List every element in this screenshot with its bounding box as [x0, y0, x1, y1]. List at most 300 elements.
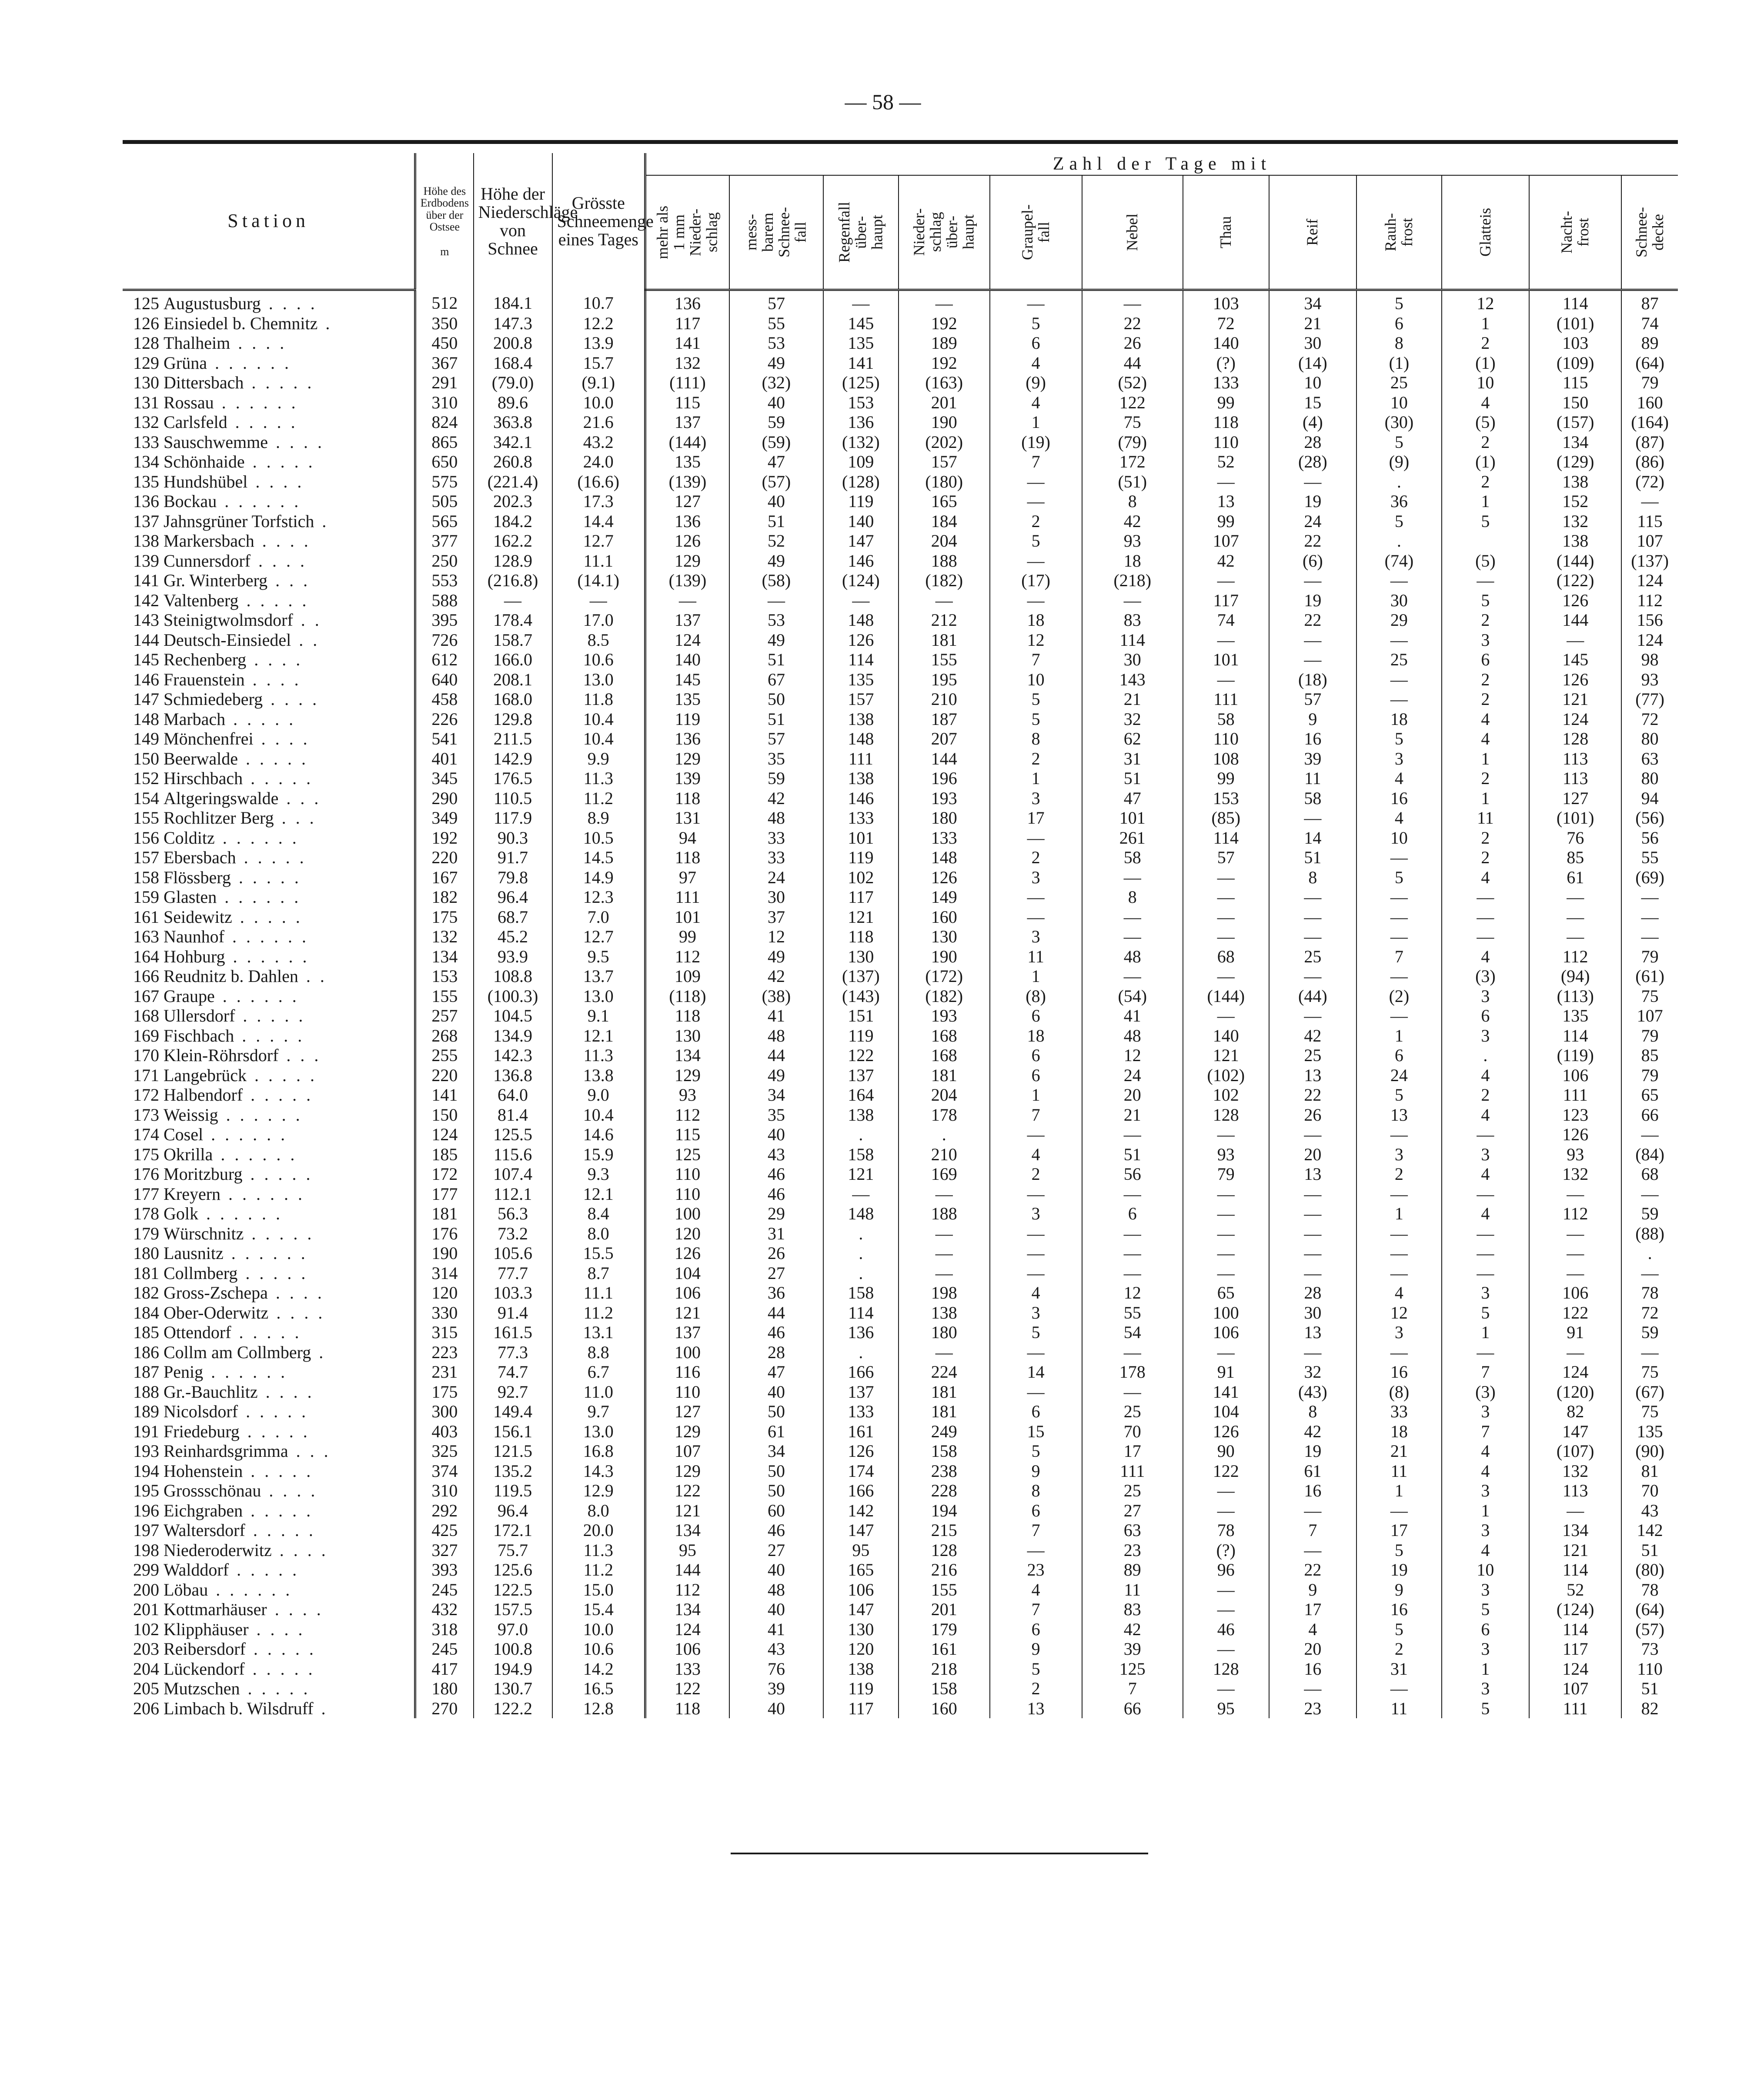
- table-cell: 51: [729, 709, 823, 729]
- table-cell: —: [1442, 1263, 1530, 1283]
- table-cell: 153: [415, 966, 474, 986]
- table-cell: 25: [1356, 650, 1441, 670]
- table-cell: (5): [1442, 412, 1530, 432]
- station-name: Collmberg: [164, 1263, 238, 1283]
- table-cell: 17.3: [552, 491, 645, 511]
- table-cell: 106: [645, 1283, 729, 1303]
- station-number: 130: [133, 373, 159, 392]
- table-cell: —: [1269, 1125, 1357, 1145]
- table-cell: 12: [1356, 1303, 1441, 1323]
- table-cell: 12.9: [552, 1481, 645, 1501]
- table-cell: 136: [823, 412, 899, 432]
- table-cell: [1442, 531, 1530, 551]
- table-cell: 3: [990, 1303, 1082, 1323]
- table-cell: 450: [415, 333, 474, 353]
- table-cell: 139: [645, 768, 729, 788]
- table-cell: 417: [415, 1659, 474, 1679]
- leader-dots: . . . .: [258, 551, 307, 571]
- table-cell: 28: [1269, 432, 1357, 452]
- table-cell: (5): [1442, 551, 1530, 571]
- table-cell: 31: [1356, 1659, 1441, 1679]
- table-cell: 152: [1529, 491, 1621, 511]
- table-cell: 16.8: [552, 1441, 645, 1461]
- header-day-col: [729, 175, 823, 290]
- table-cell: 87: [1621, 290, 1678, 314]
- table-cell: 126: [645, 531, 729, 551]
- table-cell: 5: [1356, 1540, 1441, 1560]
- table-cell: 4: [1442, 1461, 1530, 1481]
- station-number: 204: [133, 1659, 159, 1679]
- table-cell: 48: [1082, 947, 1183, 967]
- table-cell: 185: [415, 1145, 474, 1165]
- table-cell: (107): [1529, 1441, 1621, 1461]
- station-name: Thalheim: [164, 333, 231, 353]
- table-cell: (84): [1621, 1145, 1678, 1165]
- table-cell: —: [1529, 1501, 1621, 1521]
- table-cell: 2: [1442, 432, 1530, 452]
- table-cell: 44: [1082, 353, 1183, 373]
- table-cell: 26: [1269, 1105, 1357, 1125]
- table-cell: 6: [990, 1045, 1082, 1065]
- table-cell: 34: [729, 1085, 823, 1105]
- station-cell: [123, 373, 415, 393]
- table-cell: 123: [1529, 1105, 1621, 1125]
- leader-dots: . . .: [286, 788, 321, 808]
- table-row: [123, 393, 1678, 413]
- table-cell: 124: [1529, 1659, 1621, 1679]
- table-cell: (119): [1529, 1045, 1621, 1065]
- table-cell: 3: [1442, 986, 1530, 1006]
- table-cell: (118): [645, 986, 729, 1006]
- table-cell: 121.5: [474, 1441, 552, 1461]
- table-cell: 193: [899, 1006, 990, 1026]
- table-cell: —: [990, 290, 1082, 314]
- table-cell: —: [1356, 689, 1441, 709]
- leader-dots: . . .: [275, 571, 311, 590]
- table-cell: 137: [645, 412, 729, 432]
- table-cell: —: [1183, 1580, 1269, 1600]
- table-cell: —: [1356, 670, 1441, 690]
- table-cell: 5: [1356, 1085, 1441, 1105]
- table-cell: 115: [645, 1125, 729, 1145]
- table-cell: 25: [1356, 373, 1441, 393]
- header-day-col: [1529, 175, 1621, 290]
- table-cell: 43: [729, 1639, 823, 1659]
- table-row: [123, 848, 1678, 868]
- table-row: [123, 333, 1678, 353]
- table-cell: —: [1082, 1125, 1183, 1145]
- table-cell: 6: [990, 1006, 1082, 1026]
- table-cell: —: [552, 591, 645, 611]
- station-cell: [123, 650, 415, 670]
- table-cell: 42: [1269, 1422, 1357, 1442]
- table-cell: —: [1082, 927, 1183, 947]
- station-cell: [123, 887, 415, 907]
- table-cell: 118: [645, 788, 729, 808]
- table-cell: 118: [645, 848, 729, 868]
- leader-dots: . . . . . .: [216, 1579, 293, 1599]
- table-cell: 20.0: [552, 1520, 645, 1540]
- table-cell: 68: [1183, 947, 1269, 967]
- table-cell: 11.2: [552, 1303, 645, 1323]
- table-cell: 342.1: [474, 432, 552, 452]
- header-day-col-label: Graupel- fall: [1018, 204, 1052, 260]
- table-cell: 58: [1082, 848, 1183, 868]
- table-cell: 116: [645, 1362, 729, 1382]
- table-cell: 22: [1082, 314, 1183, 334]
- table-row: [123, 768, 1678, 788]
- table-cell: (61): [1621, 966, 1678, 986]
- table-row: [123, 1026, 1678, 1046]
- table-cell: (129): [1529, 452, 1621, 472]
- station-number: 177: [133, 1184, 159, 1204]
- station-name: Kreyern: [164, 1184, 221, 1204]
- table-cell: 10.4: [552, 729, 645, 749]
- leader-dots: . . . .: [265, 1382, 314, 1402]
- table-cell: 33: [1356, 1402, 1441, 1422]
- table-cell: 129.8: [474, 709, 552, 729]
- table-cell: 2: [990, 1679, 1082, 1699]
- table-cell: 15: [1269, 393, 1357, 413]
- table-cell: 11.1: [552, 551, 645, 571]
- table-row: [123, 670, 1678, 690]
- table-cell: 134: [645, 1520, 729, 1540]
- table-cell: 204: [899, 1085, 990, 1105]
- table-cell: 5: [990, 689, 1082, 709]
- station-cell: [123, 1620, 415, 1640]
- table-cell: —: [474, 591, 552, 611]
- table-cell: 148: [823, 1204, 899, 1224]
- header-day-col: [1621, 175, 1678, 290]
- leader-dots: . . . . . .: [211, 1125, 288, 1144]
- leader-dots: . . .: [296, 1441, 331, 1461]
- table-cell: 111: [1529, 1699, 1621, 1719]
- table-cell: 61: [1529, 868, 1621, 888]
- table-cell: 122: [645, 1481, 729, 1501]
- station-cell: [123, 1639, 415, 1659]
- table-cell: (8): [990, 986, 1082, 1006]
- table-cell: 10: [1269, 373, 1357, 393]
- table-cell: —: [990, 1125, 1082, 1145]
- table-cell: 40: [729, 1125, 823, 1145]
- leader-dots: . . . . .: [251, 1223, 314, 1243]
- table-row: [123, 1322, 1678, 1342]
- header-day-col-label: Nebel: [1123, 214, 1141, 251]
- table-cell: 138: [823, 768, 899, 788]
- table-cell: (94): [1529, 966, 1621, 986]
- station-number: 174: [133, 1125, 159, 1144]
- table-cell: 61: [729, 1422, 823, 1442]
- station-name: Ebersbach: [164, 848, 236, 867]
- table-cell: 10.4: [552, 709, 645, 729]
- leader-dots: . . . . .: [239, 1322, 302, 1342]
- table-cell: —: [1183, 1125, 1269, 1145]
- station-number: 178: [133, 1204, 159, 1223]
- leader-dots: . . .: [281, 808, 317, 828]
- table-cell: —: [1621, 887, 1678, 907]
- table-cell: —: [1621, 1184, 1678, 1204]
- table-cell: 505: [415, 491, 474, 511]
- station-name: Hundshübel: [164, 471, 248, 491]
- table-cell: 9: [990, 1461, 1082, 1481]
- leader-dots: . . . .: [269, 1481, 318, 1500]
- table-row: [123, 511, 1678, 531]
- table-cell: 7: [1442, 1362, 1530, 1382]
- table-cell: —: [1529, 1342, 1621, 1362]
- table-cell: 43: [729, 1145, 823, 1165]
- table-cell: (57): [729, 472, 823, 492]
- table-cell: 5: [990, 531, 1082, 551]
- table-cell: 57: [729, 290, 823, 314]
- table-cell: 5: [1356, 868, 1441, 888]
- station-number: 182: [133, 1283, 159, 1302]
- table-cell: 83: [1082, 610, 1183, 630]
- table-cell: 82: [1529, 1402, 1621, 1422]
- leader-dots: . . . . .: [242, 1025, 305, 1045]
- table-cell: —: [990, 1540, 1082, 1560]
- station-number: 126: [133, 313, 159, 333]
- table-cell: —: [1442, 1125, 1530, 1145]
- table-cell: —: [1269, 1501, 1357, 1521]
- table-cell: 56: [1082, 1164, 1183, 1184]
- table-cell: 7: [990, 1520, 1082, 1540]
- table-cell: 52: [1183, 452, 1269, 472]
- table-cell: 4: [1442, 1164, 1530, 1184]
- table-cell: 40: [729, 393, 823, 413]
- table-cell: —: [1356, 927, 1441, 947]
- station-cell: [123, 333, 415, 353]
- table-row: [123, 1105, 1678, 1125]
- table-cell: —: [1356, 907, 1441, 927]
- table-cell: —: [823, 290, 899, 314]
- table-cell: 3: [1442, 1679, 1530, 1699]
- table-cell: 223: [415, 1342, 474, 1362]
- table-cell: 136: [823, 1322, 899, 1342]
- table-cell: 113: [1529, 749, 1621, 769]
- table-cell: 93: [1529, 1145, 1621, 1165]
- station-name: Nicolsdorf: [164, 1402, 238, 1421]
- table-cell: 824: [415, 412, 474, 432]
- table-cell: 11.0: [552, 1382, 645, 1402]
- table-cell: —: [990, 591, 1082, 611]
- table-cell: (74): [1356, 551, 1441, 571]
- table-cell: —: [1529, 1263, 1621, 1283]
- station-cell: [123, 907, 415, 927]
- table-cell: —: [1356, 571, 1441, 591]
- leader-dots: . . . . .: [245, 1263, 308, 1283]
- station-number: 137: [133, 511, 159, 531]
- leader-dots: . . . . . .: [233, 946, 310, 966]
- table-cell: 54: [1082, 1322, 1183, 1342]
- table-cell: 2: [1442, 848, 1530, 868]
- table-cell: 8.8: [552, 1342, 645, 1362]
- table-cell: 5: [990, 314, 1082, 334]
- table-cell: 135: [823, 670, 899, 690]
- station-cell: [123, 1125, 415, 1145]
- table-cell: (19): [990, 432, 1082, 452]
- table-cell: 164: [823, 1085, 899, 1105]
- table-cell: 7.0: [552, 907, 645, 927]
- table-cell: 29: [1356, 610, 1441, 630]
- table-cell: 100: [645, 1204, 729, 1224]
- table-cell: —: [1183, 1263, 1269, 1283]
- station-name: Grüna: [164, 353, 207, 373]
- table-cell: 12: [729, 927, 823, 947]
- station-number: 203: [133, 1639, 159, 1659]
- table-row: [123, 1560, 1678, 1580]
- table-cell: —: [1269, 630, 1357, 650]
- table-cell: 155: [899, 650, 990, 670]
- table-cell: (163): [899, 373, 990, 393]
- table-cell: 113: [1529, 768, 1621, 788]
- table-cell: —: [990, 1263, 1082, 1283]
- table-cell: 124: [415, 1125, 474, 1145]
- table-cell: .: [823, 1263, 899, 1283]
- table-cell: 2: [1442, 670, 1530, 690]
- table-cell: 43.2: [552, 432, 645, 452]
- table-cell: 124: [1621, 630, 1678, 650]
- table-cell: 1: [1442, 1322, 1530, 1342]
- table-cell: 9: [990, 1639, 1082, 1659]
- table-cell: —: [1183, 887, 1269, 907]
- table-cell: 121: [645, 1303, 729, 1323]
- table-cell: 125: [1082, 1659, 1183, 1679]
- table-row: [123, 1481, 1678, 1501]
- table-cell: 300: [415, 1402, 474, 1422]
- table-cell: (67): [1621, 1382, 1678, 1402]
- table-cell: 120: [823, 1639, 899, 1659]
- table-cell: 57: [1269, 689, 1357, 709]
- table-cell: 112: [1529, 947, 1621, 967]
- table-cell: 133: [1183, 373, 1269, 393]
- table-cell: 9.7: [552, 1402, 645, 1422]
- station-number: 139: [133, 551, 159, 571]
- leader-dots: .: [321, 1698, 328, 1718]
- table-cell: 141: [823, 353, 899, 373]
- table-cell: 40: [729, 1382, 823, 1402]
- table-cell: 178: [899, 1105, 990, 1125]
- table-cell: 178: [1082, 1362, 1183, 1382]
- table-cell: 9: [1269, 1580, 1357, 1600]
- table-cell: 136: [645, 511, 729, 531]
- table-cell: 15.9: [552, 1145, 645, 1165]
- table-cell: 49: [729, 1065, 823, 1085]
- table-cell: 126: [1183, 1422, 1269, 1442]
- table-cell: 22: [1269, 1560, 1357, 1580]
- table-cell: —: [990, 887, 1082, 907]
- table-cell: 42: [729, 966, 823, 986]
- leader-dots: . . . .: [276, 1302, 325, 1322]
- table-cell: 70: [1621, 1481, 1678, 1501]
- table-cell: 128: [899, 1540, 990, 1560]
- station-cell: [123, 1422, 415, 1442]
- table-cell: 78: [1183, 1520, 1269, 1540]
- table-cell: 270: [415, 1699, 474, 1719]
- table-cell: 12.1: [552, 1184, 645, 1204]
- station-number: 155: [133, 808, 159, 828]
- station-name: Rechenberg: [164, 650, 247, 669]
- table-cell: 51: [1269, 848, 1357, 868]
- table-cell: —: [1183, 1204, 1269, 1224]
- table-cell: 127: [645, 491, 729, 511]
- table-cell: 4: [1356, 1283, 1441, 1303]
- station-name: Augustusburg: [164, 294, 261, 313]
- table-cell: (125): [823, 373, 899, 393]
- table-cell: 13: [990, 1699, 1082, 1719]
- station-number: 179: [133, 1223, 159, 1243]
- table-cell: 83: [1082, 1599, 1183, 1620]
- table-cell: 226: [415, 709, 474, 729]
- table-cell: (1): [1356, 353, 1441, 373]
- table-cell: —: [1269, 907, 1357, 927]
- table-cell: 107: [645, 1441, 729, 1461]
- table-cell: 2: [990, 848, 1082, 868]
- table-cell: (?): [1183, 1540, 1269, 1560]
- station-number: 158: [133, 867, 159, 887]
- leader-dots: . . . .: [262, 531, 311, 551]
- table-cell: 188: [899, 551, 990, 571]
- table-cell: (54): [1082, 986, 1183, 1006]
- station-cell: [123, 472, 415, 492]
- station-name: Fischbach: [164, 1025, 234, 1045]
- station-number: 299: [133, 1560, 159, 1579]
- table-cell: 57: [1183, 848, 1269, 868]
- table-cell: 192: [899, 314, 990, 334]
- table-cell: 377: [415, 531, 474, 551]
- table-cell: 126: [899, 868, 990, 888]
- table-cell: —: [1621, 1342, 1678, 1362]
- table-cell: 260.8: [474, 452, 552, 472]
- table-cell: —: [1621, 927, 1678, 947]
- table-cell: 5: [1442, 1599, 1530, 1620]
- table-cell: 16: [1269, 1481, 1357, 1501]
- table-cell: 432: [415, 1599, 474, 1620]
- table-cell: 35: [729, 749, 823, 769]
- leader-dots: . . . . .: [251, 768, 314, 788]
- table-cell: 140: [1183, 1026, 1269, 1046]
- table-cell: 121: [645, 1501, 729, 1521]
- station-cell: [123, 630, 415, 650]
- table-cell: 1: [990, 1085, 1082, 1105]
- table-cell: 25: [1269, 947, 1357, 967]
- table-cell: 82: [1621, 1699, 1678, 1719]
- table-cell: 215: [899, 1520, 990, 1540]
- table-cell: 4: [1356, 768, 1441, 788]
- table-cell: —: [1529, 887, 1621, 907]
- table-cell: 3: [990, 788, 1082, 808]
- table-cell: 175: [415, 1382, 474, 1402]
- table-cell: 119.5: [474, 1481, 552, 1501]
- table-row: [123, 1639, 1678, 1659]
- table-cell: 174: [823, 1461, 899, 1481]
- table-cell: 75: [1621, 1362, 1678, 1382]
- table-cell: —: [899, 1263, 990, 1283]
- table-cell: 119: [645, 709, 729, 729]
- table-cell: 6: [990, 1065, 1082, 1085]
- header-station: Station: [123, 153, 415, 290]
- table-cell: (88): [1621, 1224, 1678, 1244]
- header-hoehe-erdboden-label: Höhe des Erdbodens über der Ostsee: [420, 185, 469, 233]
- station-cell: [123, 571, 415, 591]
- station-number: 206: [133, 1698, 159, 1718]
- table-cell: 184.2: [474, 511, 552, 531]
- leader-dots: . . . . .: [243, 1006, 306, 1025]
- leader-dots: . . . . .: [252, 1659, 315, 1679]
- table-cell: 44: [729, 1045, 823, 1065]
- table-cell: —: [990, 491, 1082, 511]
- station-name: Mönchenfrei: [164, 729, 254, 748]
- table-cell: 36: [1356, 491, 1441, 511]
